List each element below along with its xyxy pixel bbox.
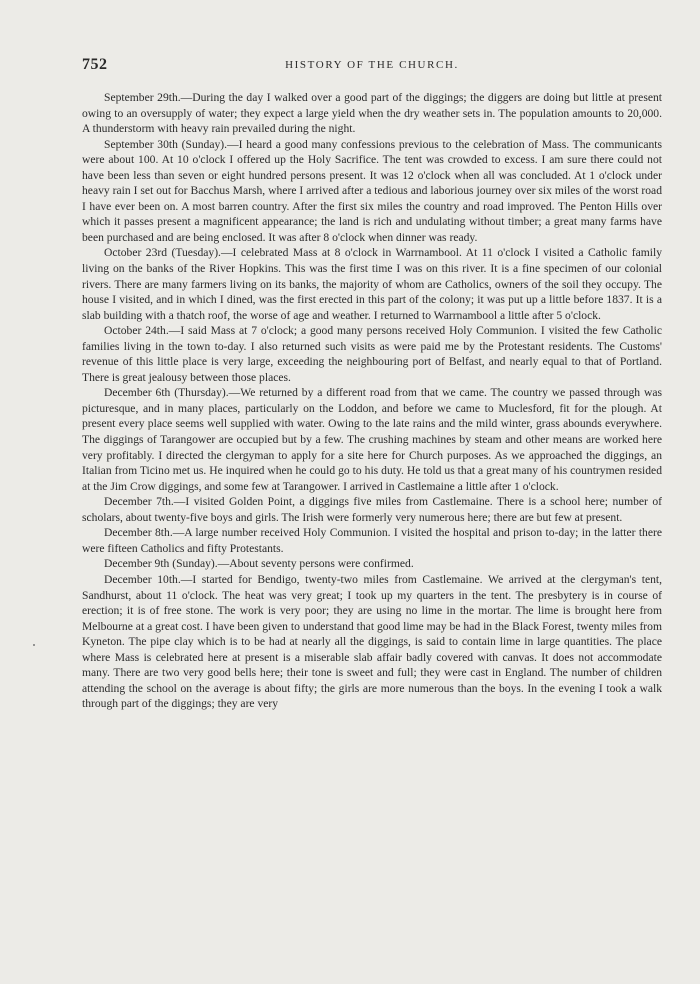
page-header bbox=[82, 56, 662, 76]
page-number: 752 bbox=[82, 56, 108, 73]
paragraph-dec-10: December 10th.—I started for Bendigo, twenty-two miles from Castlemaine. We arrived at the clergyman's tent, Sandhurst, about 11 o'clock. The heat was very great; I took up my quarters in the tent. The presbytery is in course of erection; it is of free stone. The work is very poor; they are using no lime in the mortar. The lime is brought here from Melbourne at a great cost. I have been given to understand that good lime may be had in the Black Forest, twenty miles from Kyneton. The pipe clay which is to be had at nearly all the diggings, is said to contain lime in large quantities. The place where Mass is celebrated here at present is a miserable slab affair badly covered with canvas. It does not accommodate many. There are two very good bells here; their tone is sweet and full; they were cast in England. The number of children attending the school on the average is about fifty; the girls are more numerous than the boys. In the evening I took a walk through part of the diggings; they are very bbox=[82, 572, 662, 711]
paragraph-dec-8: December 8th.—A large number received Holy Communion. I visited the hospital and prison to-day; in the latter there were fifteen Catholics and fifty Protestants. bbox=[82, 526, 662, 555]
running-title: HISTORY OF THE CHURCH. bbox=[285, 59, 459, 71]
paragraph-oct-24: October 24th.—I said Mass at 7 o'clock; a good many persons received Holy Communion. I visited the few Catholic families living in the town to-day. I also returned such visits as were paid me by the Protestant residents. The Customs' revenue of this little place is very large, exceeding the neighbouring port of Belfast, and nearly equal to that of Portland. There is great jealousy between those places. bbox=[82, 324, 662, 384]
body-text bbox=[82, 90, 662, 712]
paragraph-oct-23: October 23rd (Tuesday).—I celebrated Mass at 8 o'clock in Warrnambool. At 11 o'clock I visited a Catholic family living on the banks of the River Hopkins. This was the first time I was on this river. It is a fine specimen of our colonial rivers. There are many farmers living on its banks, the majority of whom are Catholics, owners of the soil they occupy. The house I visited, and in which I dined, was the first erected in this part of the colony; it was put up a little before 1837. It is a slab building with a thatch roof, the worse of age and weather. I returned to Warrnambool a little after 5 o'clock. bbox=[82, 246, 662, 322]
paragraph-sept-30: September 30th (Sunday).—I heard a good many confessions previous to the celebration of Mass. The communicants were about 100. At 10 o'clock I offered up the Holy Sacrifice. The tent was crowded to excess. I am sure there could not have been less than seven or eight hundred persons present. It was 12 o'clock when all was concluded. At 1 o'clock under heavy rain I set out for Bacchus Marsh, where I arrived after a tedious and laborious journey over six miles of the worst road I have ever been on. A most barren country. After the first six miles the country and road improved. The Penton Hills over which it passes present a magnificent appearance; the land is rich and undulating without timber; a great many farms have been purchased and are being enclosed. It was after 8 o'clock when dinner was ready. bbox=[82, 137, 662, 244]
paragraph-dec-6: December 6th (Thursday).—We returned by a different road from that we came. The country we passed through was picturesque, and in many places, particularly on the Loddon, and before we came to Muclesford, fit for the plough. At present every place seems well supplied with water. Owing to the late rains and the mild winter, grass abounds everywhere. The diggings of Tarangower are occupied but by a few. The crushing machines by steam and other means are worked here very profitably. I directed the clergyman to apply for a site here for Church purposes. As we approached the diggings, an Italian from Ticino met us. He inquired when he could go to his duty. He told us that a great many of his countrymen resided at the Jim Crow diggings, and some few at Tarangower. I arrived in Castlemaine a little after 1 o'clock. bbox=[82, 386, 662, 493]
paragraph-sept-29: September 29th.—During the day I walked over a good part of the diggings; the diggers are doing but little at present owing to an oversupply of water; they expect a large yield when the dry weather sets in. The population amounts to 20,000. A thunderstorm with heavy rain prevailed during the night. bbox=[82, 91, 662, 136]
paragraph-dec-9: December 9th (Sunday).—About seventy persons were confirmed. bbox=[104, 557, 414, 571]
paragraph-dec-7: December 7th.—I visited Golden Point, a diggings five miles from Castlemaine. There is a school here; number of scholars, about twenty-five boys and girls. The Irish were formerly very numerous here; there are but few at present. bbox=[82, 495, 662, 524]
paper-speck bbox=[33, 644, 35, 646]
